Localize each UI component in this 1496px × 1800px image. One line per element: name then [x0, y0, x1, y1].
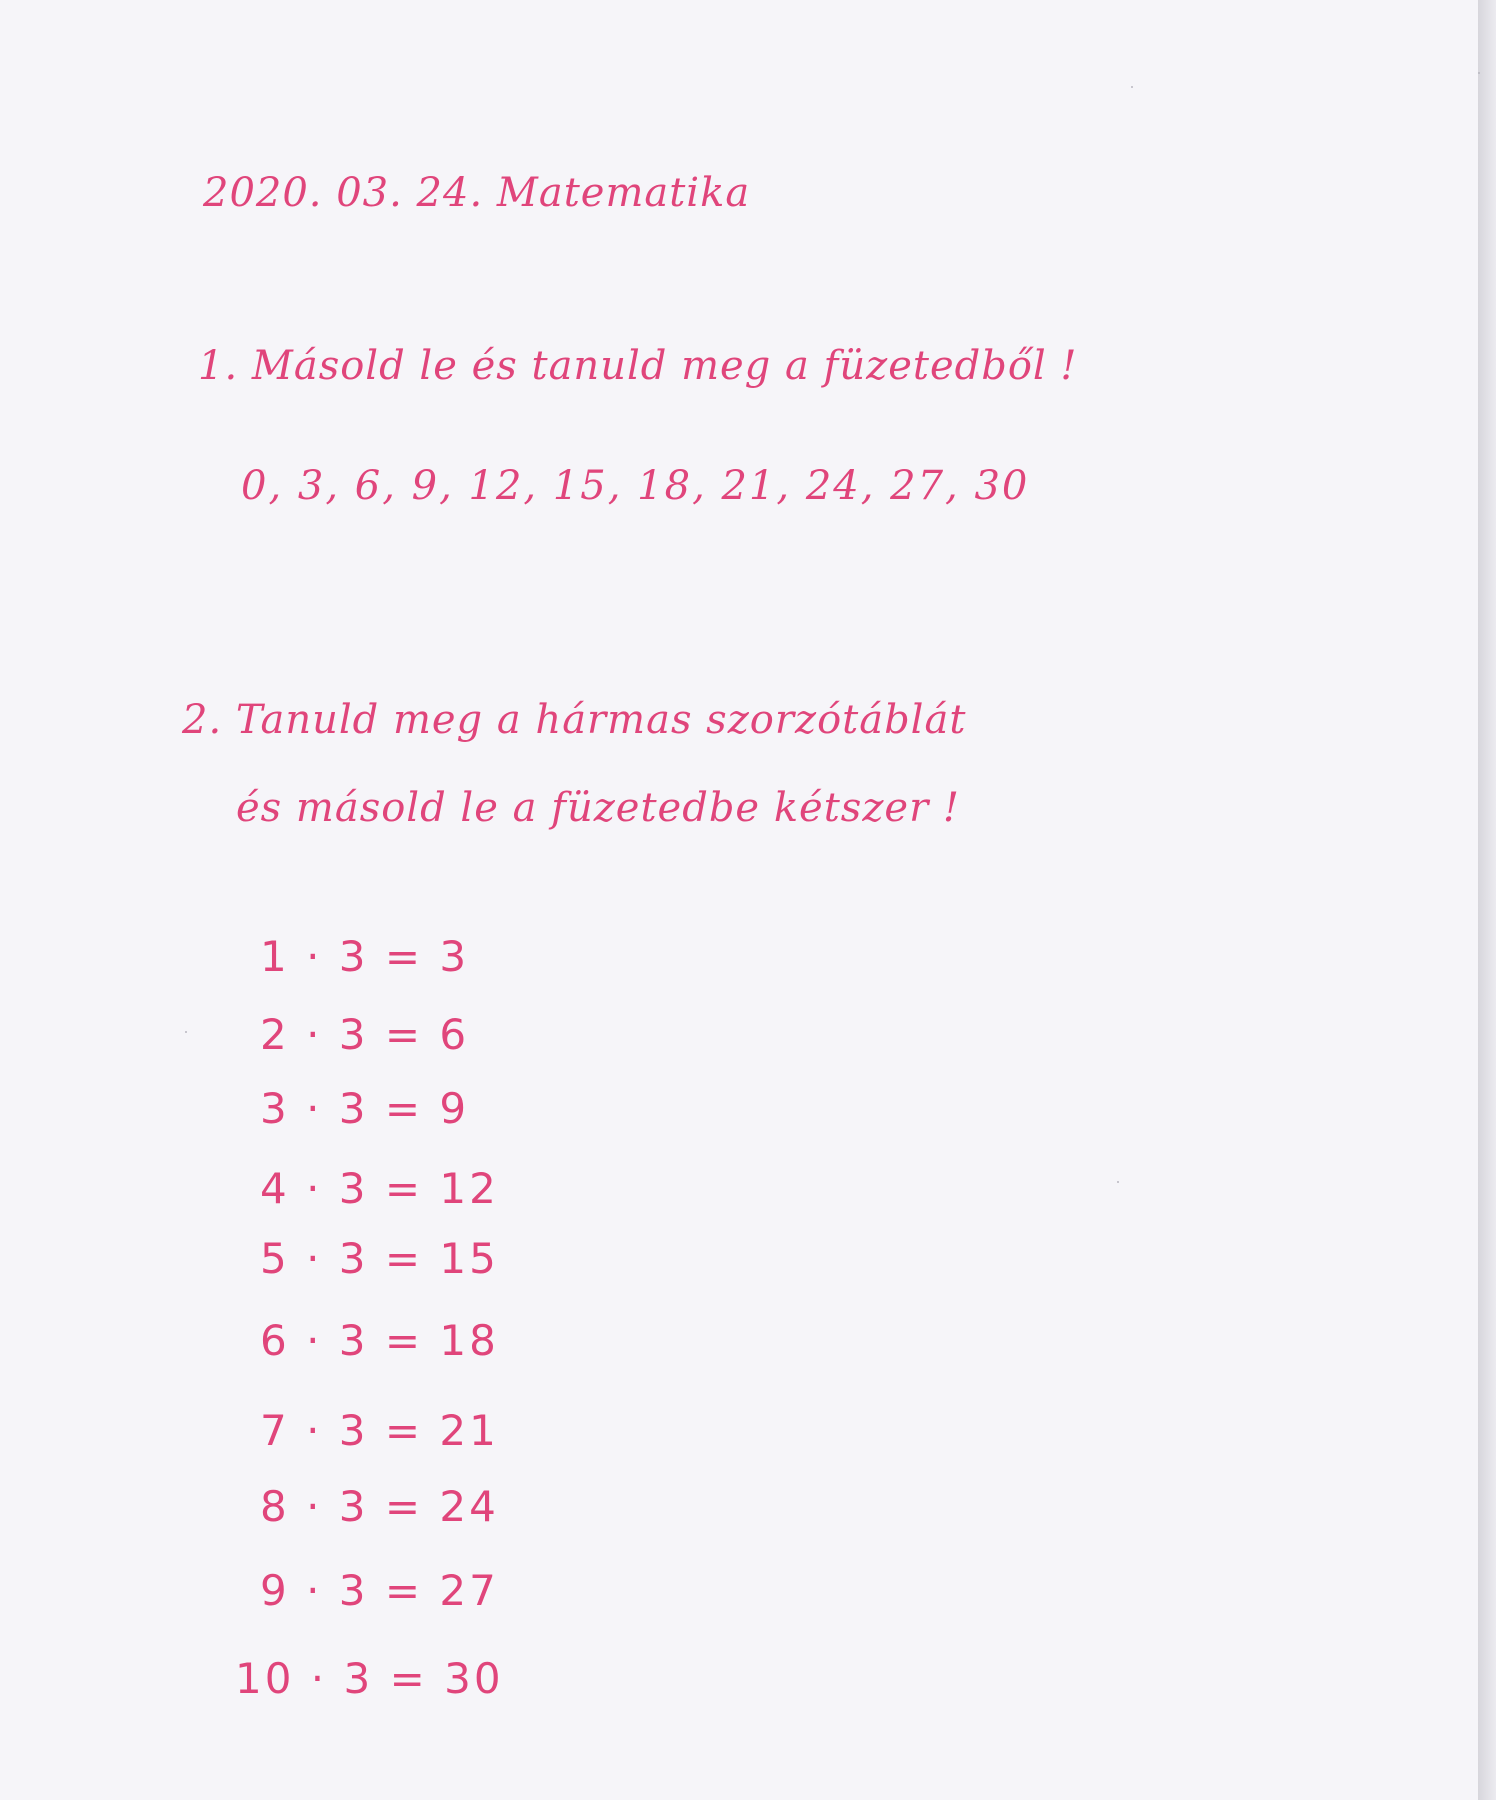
table-row: 10 · 3 = 30: [235, 1654, 504, 1703]
paper-speck: [185, 1031, 187, 1033]
task1-number: 1.: [198, 343, 239, 389]
table-row: 6 · 3 = 18: [260, 1316, 499, 1365]
task2-instruction-line1: [182, 697, 966, 743]
table-row: 8 · 3 = 24: [260, 1482, 499, 1531]
paper-speck: [1131, 86, 1133, 88]
table-row: 5 · 3 = 15: [260, 1234, 499, 1283]
number-sequence: 0, 3, 6, 9, 12, 15, 18, 21, 24, 27, 30: [241, 463, 1030, 509]
date-text: 2020. 03. 24.: [203, 170, 484, 216]
table-row: 3 · 3 = 9: [260, 1084, 470, 1133]
table-row: 4 · 3 = 12: [260, 1164, 499, 1213]
table-row: 7 · 3 = 21: [260, 1406, 499, 1455]
task2-instruction-line2: és másold le a füzetedbe kétszer !: [236, 785, 960, 831]
task2-number: 2.: [182, 697, 223, 743]
table-row: 9 · 3 = 27: [260, 1566, 499, 1615]
paper-speck: [1117, 1181, 1119, 1183]
task1-instruction-line: [198, 343, 1078, 389]
date-heading: [203, 170, 750, 216]
task2-instruction-text1: Tanuld meg a hármas szorzótáblát: [235, 697, 967, 743]
paper-speck: [1478, 72, 1480, 74]
task1-instruction: Másold le és tanuld meg a füzetedből !: [251, 343, 1078, 389]
subject-title: Matematika: [496, 170, 751, 216]
table-row: 2 · 3 = 6: [260, 1010, 470, 1059]
table-row: 1 · 3 = 3: [260, 932, 470, 981]
page-edge: [1478, 0, 1496, 1800]
